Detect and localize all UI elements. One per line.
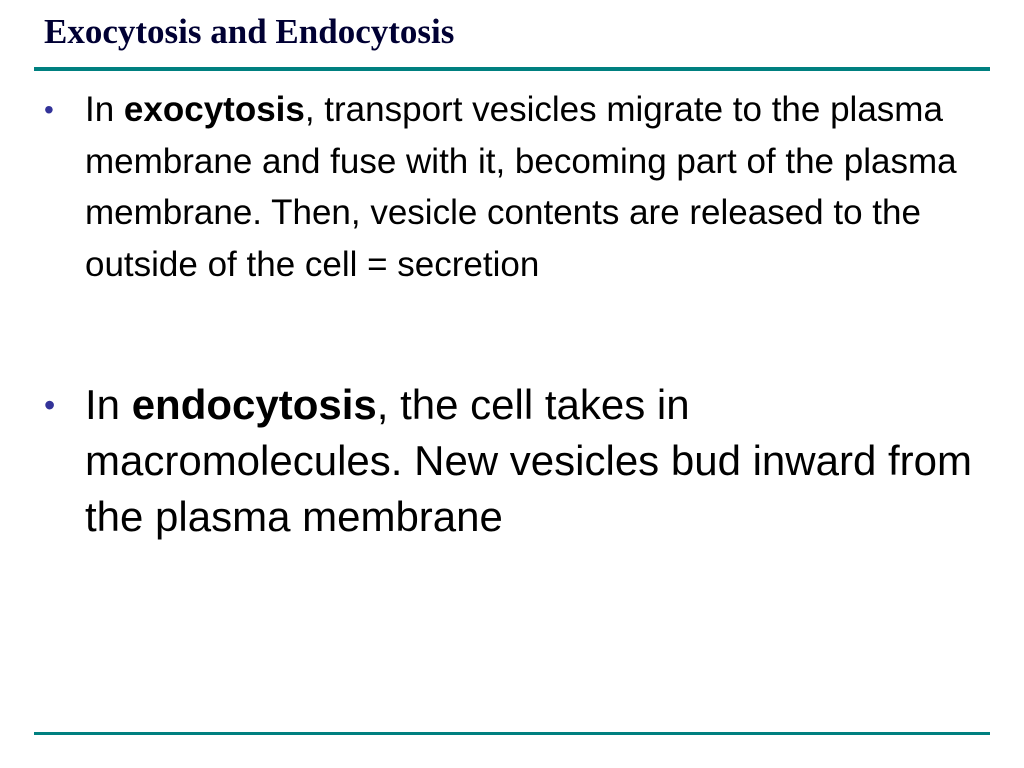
bullet-term: exocytosis — [123, 90, 305, 129]
bullet-body: , the cell takes in macromolecules. New vesicles bud inward from the plasma membrane — [85, 381, 972, 540]
bullet-term: endocytosis — [131, 381, 377, 428]
bullet-text — [85, 84, 994, 290]
bullet-exocytosis — [44, 84, 994, 290]
bullet-prefix: In — [85, 381, 132, 428]
bullet-endocytosis — [44, 377, 994, 545]
bullet-marker: • — [44, 387, 56, 423]
slide-title: Exocytosis and Endocytosis — [44, 12, 455, 51]
bullet-body: , transport vesicles migrate to the plasma membrane and fuse with it, becoming part of the plasma membrane. Then, vesicle contents are released to the outside of the cell = secretion — [85, 90, 957, 284]
bullet-marker: • — [44, 94, 54, 125]
bullet-prefix: In — [85, 90, 124, 129]
bullet-text — [85, 377, 994, 545]
title-divider — [34, 67, 990, 71]
footer-divider — [34, 732, 990, 735]
